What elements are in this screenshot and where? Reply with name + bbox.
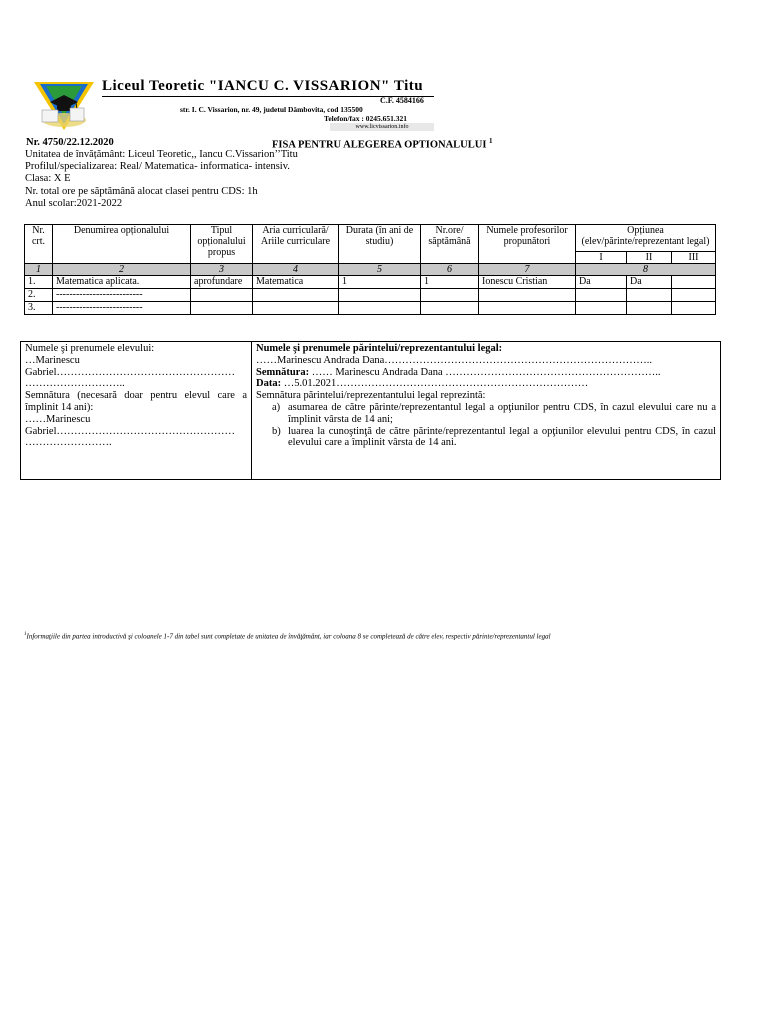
- header-optiunea: Opțiunea (elev/părinte/reprezentant legal): [576, 225, 716, 252]
- header-denumire: Denumirea opționalului: [53, 225, 191, 264]
- cell-aria: [253, 289, 339, 302]
- parent-signature-label: Semnătura:: [256, 366, 310, 378]
- parent-name-label: Numele şi prenumele părintelui/reprezentantului legal:: [256, 343, 503, 354]
- cell-denumire: --------------------------: [53, 289, 191, 302]
- school-logo-icon: [32, 80, 96, 132]
- header-durata: Durata (în ani de studiu): [339, 225, 421, 264]
- total-hours: Nr. total ore pe săptămână alocat clasei pentru CDS: 1h: [25, 186, 258, 197]
- cell-aria: [253, 302, 339, 315]
- cell-nr: 3.: [25, 302, 53, 315]
- header-ore: Nr.ore/ săptămână: [421, 225, 479, 264]
- cell-opt2: Da: [627, 276, 672, 289]
- list-marker: b): [272, 425, 281, 437]
- cell-nr: 1.: [25, 276, 53, 289]
- school-unit: Unitatea de învățământ: Liceul Teoretic,, Iancu C.Vissarion’’Titu: [25, 149, 298, 160]
- student-name-label: Numele şi prenumele elevului:: [25, 343, 155, 354]
- student-name-line3: ………………………..: [25, 378, 125, 390]
- student-signature-line2: Gabriel……………………………………………: [25, 425, 235, 437]
- footnote-mark: 1: [24, 632, 27, 637]
- school-website: www.licvissarion.info: [330, 123, 434, 131]
- cell-durata: [339, 289, 421, 302]
- col-number: 4: [253, 264, 339, 276]
- title-footnote-mark: 1: [489, 137, 493, 145]
- col-number: 5: [339, 264, 421, 276]
- cell-profesor: [479, 302, 576, 315]
- cell-opt3: [672, 276, 716, 289]
- cell-opt3: [672, 289, 716, 302]
- header-opt1: I: [576, 252, 627, 264]
- school-year: Anul scolar:2021-2022: [25, 198, 123, 209]
- list-marker: a): [272, 401, 281, 413]
- document-title: [272, 137, 493, 151]
- student-signature-label: Semnătura (necesară doar pentru elevul care a împlinit 14 ani):: [25, 390, 247, 413]
- cell-profesor: Ionescu Cristian: [479, 276, 576, 289]
- list-item: [272, 425, 716, 450]
- cell-opt1: [576, 289, 627, 302]
- representation-list: [256, 402, 716, 449]
- document-title-text: FISA PENTRU ALEGEREA OPTIONALULUI: [272, 139, 487, 151]
- table-row: [25, 276, 716, 289]
- list-item-text: asumarea de către părinte/reprezentantul legal a opţiunilor pentru CDS, în cazul elevului care nu a împlinit vârsta de 14 ani;: [288, 401, 716, 425]
- cell-durata: 1: [339, 276, 421, 289]
- footnote-text: Informaţiile din partea introductivă şi coloanele 1-7 din tabel sunt completate de unitatea de învăţământ, iar coloana 8 se completează de către elev, respectiv părinte/reprezentantul legal: [26, 632, 551, 641]
- table-row: [25, 302, 716, 315]
- col-number: 3: [191, 264, 253, 276]
- class: Clasa: X E: [25, 173, 71, 184]
- student-signature-line3: …………………….: [25, 437, 112, 449]
- student-name-line1: …Marinescu: [25, 354, 80, 366]
- cell-denumire: --------------------------: [53, 302, 191, 315]
- parent-signature-value: …… Marinescu Andrada Dana ……………………………………………………..: [311, 366, 661, 378]
- date-label: Data:: [256, 378, 282, 390]
- fiscal-code: C.F. 4584166: [380, 96, 424, 105]
- parent-signature-row: [256, 367, 716, 379]
- table-row: [25, 289, 716, 302]
- col-number: 6: [421, 264, 479, 276]
- school-phone: Telefon/fax : 0245.651.321: [324, 114, 408, 123]
- student-section: [21, 342, 252, 480]
- options-table: [24, 224, 716, 315]
- cell-ore: [421, 302, 479, 315]
- parent-section: [252, 342, 721, 480]
- cell-opt1: Da: [576, 276, 627, 289]
- header-opt2: II: [627, 252, 672, 264]
- header-profesori: Numele profesorilor propunători: [479, 225, 576, 264]
- cell-tip: [191, 289, 253, 302]
- col-number: 7: [479, 264, 576, 276]
- signature-table: [20, 341, 721, 480]
- cell-ore: [421, 289, 479, 302]
- cell-opt1: [576, 302, 627, 315]
- footnote: [24, 632, 551, 640]
- profile-specialization: Profilul/specializarea: Real/ Matematica- informatica- intensiv.: [25, 161, 290, 172]
- col-number: 1: [25, 264, 53, 276]
- school-address: str. I. C. Vissarion, nr. 49, judetul Dâmbovita, cod 135500: [180, 105, 363, 114]
- list-item: [272, 401, 716, 426]
- student-name-line2: Gabriel……………………………………………: [25, 366, 235, 378]
- representation-label: Semnătura părintelui/reprezentantului legal reprezintă:: [256, 390, 486, 402]
- school-name: Liceul Teoretic "IANCU C. VISSARION" Titu: [102, 78, 424, 94]
- header-opt3: III: [672, 252, 716, 264]
- document-number: Nr. 4750/22.12.2020: [26, 137, 114, 148]
- cell-tip: aprofundare: [191, 276, 253, 289]
- cell-opt3: [672, 302, 716, 315]
- cell-tip: [191, 302, 253, 315]
- col-number: 8: [576, 264, 716, 276]
- cell-opt2: [627, 302, 672, 315]
- header-tip: Tipul opționalului propus: [191, 225, 253, 264]
- list-item-text: luarea la cunoştinţă de către părinte/reprezentantul legal a opţiunilor elevului pentru CDS, în cazul elevului care a împlinit vârsta de 14 ani.: [288, 425, 716, 449]
- date-value: …5.01.2021………………………………………………………………: [283, 378, 589, 390]
- col-number: 2: [53, 264, 191, 276]
- header-aria: Aria curriculară/ Ariile curriculare: [253, 225, 339, 264]
- date-row: [256, 378, 716, 390]
- parent-name-line: ……Marinescu Andrada Dana…………………………………………………………………..: [256, 354, 653, 366]
- cell-ore: 1: [421, 276, 479, 289]
- cell-aria: Matematica: [253, 276, 339, 289]
- cell-denumire: Matematica aplicata.: [53, 276, 191, 289]
- cell-durata: [339, 302, 421, 315]
- student-signature-line1: ……Marinescu: [25, 413, 91, 425]
- cell-nr: 2.: [25, 289, 53, 302]
- cell-profesor: [479, 289, 576, 302]
- cell-opt2: [627, 289, 672, 302]
- header-nr: Nr. crt.: [25, 225, 53, 264]
